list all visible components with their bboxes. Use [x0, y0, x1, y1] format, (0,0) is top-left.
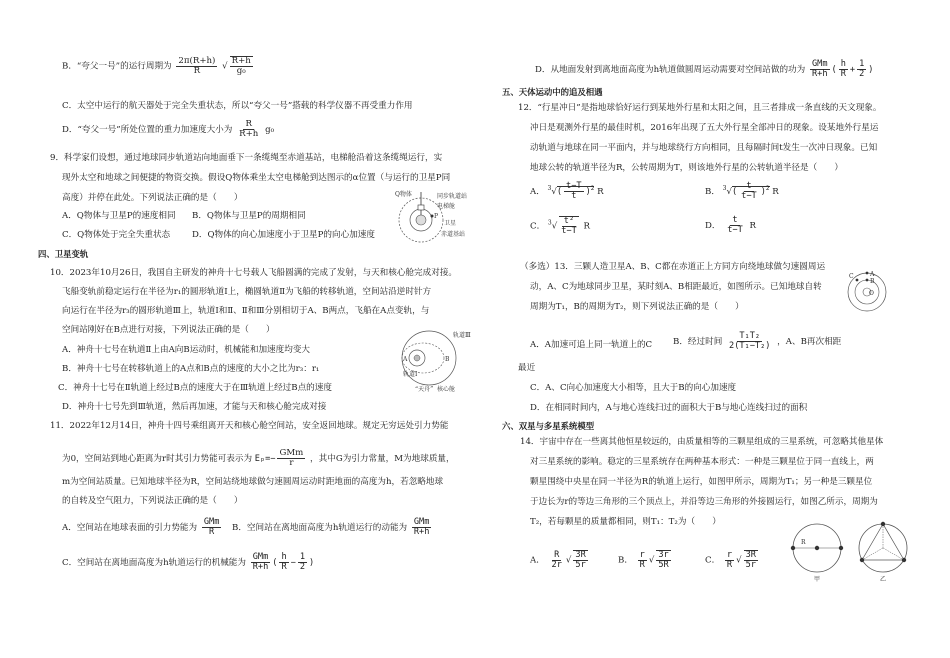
q14-c-num: r: [726, 549, 733, 560]
q11-d-text: D．从地面发射到离地面高度为h轨道做圆周运动需要对空间站做的功为: [535, 65, 806, 76]
q11-line4: 的自转及空气阻力，下列说法正确的是（ ）: [62, 496, 243, 506]
sqrt-icon: √: [648, 555, 655, 566]
sqrt-icon: √: [222, 61, 228, 72]
q12-a-radicand: ( $\frac{t-T}{t}$ )$^2$: [556, 181, 595, 202]
q8-d-suffix: g₀: [265, 125, 275, 136]
q11-d-num: GMm: [811, 59, 828, 69]
q11-c-paren-close: ): [309, 558, 315, 569]
q14-c-label: C．: [705, 555, 721, 566]
q8-b-period-fraction: [176, 57, 217, 76]
q11-a-num: GMm: [203, 517, 220, 527]
q10-line2: 飞船变轨前稳定运行在半径为r₁的圆形轨道Ⅰ上，椭圆轨道Ⅱ为飞船的转移轨道，空间站沿逆时针方: [62, 287, 432, 297]
q14-c-sqrt-fraction: [744, 550, 758, 570]
q11-a-text: A．空间站在地球表面的引力势能为: [62, 523, 198, 534]
q11-c-h-den: R: [281, 562, 287, 573]
q8-d-text: D．“夸父一号”所处位置的重力加速度大小为: [62, 125, 233, 136]
q10-option-c: C．神舟十七号在Ⅱ轨道上经过B点的速度大于在Ⅲ轨道上经过B点的速度: [58, 383, 332, 393]
q8-b-den: R: [193, 65, 201, 76]
q11-ep-label: Eₚ=−: [254, 454, 276, 465]
q9-fig-label-q: Q物体: [395, 191, 412, 198]
q14-c-fraction: [725, 551, 734, 570]
q11-c-h-num: h: [281, 552, 287, 562]
q14-figure-jia: [787, 520, 847, 582]
q12-c-num: t²: [563, 216, 575, 226]
sqrt-icon: √: [565, 555, 572, 566]
q11-d-paren-open: (: [831, 65, 837, 76]
q11-c-text: C．空间站在离地面高度为h轨道运行的机械能为: [62, 558, 246, 569]
q11-option-a: [62, 518, 223, 537]
q14-a-label: A．: [530, 555, 545, 566]
right-column: [475, 0, 950, 658]
q14-b-fraction: [638, 551, 647, 570]
q8-option-b: [62, 56, 255, 76]
q9-option-c: C．Q物体处于完全失重状态: [62, 230, 171, 240]
q12-a-num: t−T: [566, 181, 582, 191]
q11-option-d: [535, 60, 873, 79]
q11-c-half-fraction: [298, 553, 307, 572]
q13-option-b: [673, 332, 841, 351]
q8-b-text: B．“夸父一号”的运行周期为: [62, 61, 172, 72]
q14-fig-label-r: R: [801, 539, 806, 546]
q12-b-fraction: [739, 182, 759, 201]
q9-option-a: A．Q物体与卫星P的速度相同: [62, 211, 176, 221]
q8-b-sqrt-den: g₀: [236, 66, 246, 77]
q14-figure-yi: [853, 520, 913, 582]
q11-ep-num: GMm: [279, 448, 304, 458]
q12-b-den: t−T: [741, 191, 757, 202]
q13-fig-label-c: C: [849, 273, 854, 280]
q11-ep-fraction: [277, 449, 305, 468]
q12-b-radicand: ( $\frac{t}{t-T}$ )$^2$: [731, 181, 770, 202]
q14-line3: 颗星围绕中央星在同一半径为R的轨道上运行，如图甲所示，周期为T₁；另一种是三颗星位: [530, 477, 873, 487]
q11-b-fraction: [412, 518, 432, 537]
q11-d-half-fraction: [857, 60, 866, 79]
q10-line4: 空间站刚好在B点进行对接，下列说法正确的是（ ）: [62, 325, 275, 335]
q12-a-exp: 2: [590, 185, 595, 193]
q11-line3: m为空间站质量。已知地球半径为R，空间站绕地球做匀速圆周运动时距地面的高度为h，若忽略地球: [62, 477, 444, 487]
q11-d-h-fraction: [839, 60, 848, 79]
q11-c-paren-open: (: [272, 558, 278, 569]
q11-c-num: GMm: [252, 552, 269, 562]
q8-option-d: [62, 120, 274, 139]
q12-option-d: [705, 216, 756, 235]
q10-option-d: D．神舟十七号先到Ⅲ轨道，然后再加速，才能与天和核心舱完成对接: [62, 402, 327, 412]
q12-d-label: D．: [705, 221, 721, 232]
q13-fig-label-b: B: [870, 278, 875, 285]
q11-option-b: [232, 518, 433, 537]
q14-line1: 14．宇宙中存在一些离其他恒星较远的，由质量相等的三颗星组成的三星系统，可忽略其他星体: [520, 437, 884, 447]
q8-b-sqrt-fraction: [230, 56, 253, 76]
q9-line3: 高度）并停在此处。下列说法正确的是（ ）: [62, 193, 243, 203]
section-6-heading: 六、双星与多星系统模型: [502, 421, 595, 431]
sqrt-icon: √: [551, 221, 558, 232]
q11-d-h-num: h: [840, 59, 846, 69]
q10-fig-label-b: B: [445, 356, 450, 363]
q9-fig-label-satellite: 卫星: [444, 220, 457, 227]
q11-option-c: [62, 553, 314, 572]
section-4-heading: 四、卫星变轨: [38, 249, 89, 259]
q13-b-num: T₁T₂: [739, 331, 761, 341]
q12-c-root-index: 3: [547, 219, 552, 227]
q12-d-den: t−T: [727, 225, 743, 236]
q13-b-den: 2(T₁−T₂): [729, 341, 771, 352]
q14-line5: T₂，若每颗星的质量都相同，则T₁：T₂为（ ）: [530, 517, 721, 527]
q13-satellite-figure: [847, 270, 889, 316]
section-5-heading: 五、天体运动中的追及相遇: [502, 87, 603, 97]
q14-b-sqrt-fraction: [656, 550, 670, 570]
q14-c-sqrt-num: 3R: [745, 550, 756, 560]
q10-option-b: B．神舟十七号在转移轨道上的A点和B点的速度的大小之比为r₃：r₁: [62, 364, 320, 374]
q14-a-sqrt-den: 5r: [575, 560, 586, 571]
q12-d-fraction: [725, 216, 745, 235]
q12-c-den: t−T: [561, 226, 577, 237]
q14-c-den: R: [726, 559, 733, 570]
q9-fig-label-p: P: [434, 213, 439, 220]
q11-a-fraction: [202, 518, 222, 537]
q12-option-b: [705, 182, 779, 201]
q11-c-fraction: [251, 553, 271, 572]
q10-orbit-figure: [395, 328, 471, 394]
q12-c-r: R: [583, 221, 590, 232]
q11-d-plus: +: [849, 65, 856, 76]
q13-option-a: A．A加速可追上同一轨道上的C: [530, 340, 653, 350]
q10-fig-label-core: 核心舱: [437, 386, 456, 393]
q11-line2-suffix: ，其中G为引力常量，M为地球质量，: [310, 454, 455, 465]
q12-line3: 动轨道与地球在同一平面内，并与地球绕行方向相同，且每隔时间t发生一次冲日现象。已知: [530, 143, 878, 153]
q9-line2: 现外太空和地球之间便捷的物资交换。假设Q物体乘坐太空电梯舱到达图示的α位置（与运行的卫星P同: [62, 173, 451, 183]
q14-fig-label-jia: 甲: [814, 576, 821, 582]
q11-d-half-den: 2: [859, 69, 865, 80]
q12-b-label: B．: [705, 187, 720, 198]
q10-line1: 10．2023年10月26日，我国自主研发的神舟十七号载人飞船圆满的完成了发射，与天和核心舱完成对接。: [50, 268, 458, 278]
q12-a-fraction: [564, 182, 584, 201]
q13-b-suffix: ，A、B再次相距: [777, 337, 842, 348]
q12-a-r: R: [597, 187, 604, 198]
q8-option-c: C．太空中运行的航天器处于完全失重状态，所以“夸父一号”搭载的科学仪器不再受重力作用: [62, 101, 413, 111]
q10-fig-label-tianzhou: “天舟”: [415, 386, 434, 393]
q12-c-label: C．: [530, 221, 546, 232]
q10-fig-label-a: A: [403, 356, 408, 363]
q14-option-b: [618, 550, 673, 570]
q13-line1: （多选）13．三颗人造卫星A、B、C都在赤道正上方同方向绕地球做匀速圆周运: [520, 262, 826, 272]
q13-option-c: C．A、C向心加速度大小相等，且大于B的向心加速度: [530, 383, 737, 393]
q8-d-den: R+h: [239, 129, 259, 140]
q10-fig-label-orbit1: 轨道Ⅰ: [403, 371, 418, 378]
q12-line2: 冲日是观测外行星的最佳时机，2016年出现了五大外行星全部冲日的现象。设某地外行星运: [530, 123, 879, 133]
q11-c-den: R+h: [252, 562, 269, 573]
q12-b-exp: 2: [765, 185, 770, 193]
q11-d-paren-close: ): [868, 65, 874, 76]
q13-option-d: D．在相同时间内，A与地心连线扫过的面积大于B与地心连线扫过的面积: [530, 403, 808, 413]
q14-b-sqrt-num: 3r: [658, 550, 669, 560]
q10-option-a: A．神舟十七号在轨道Ⅱ上由A向B运动时，机械能和加速度均变大: [62, 345, 311, 355]
q14-a-sqrt-fraction: [573, 550, 587, 570]
q13-b-text: B．经过时间: [673, 337, 723, 348]
q12-option-a: [530, 182, 604, 201]
left-column: [0, 0, 470, 658]
q13-fig-label-a: A: [870, 271, 875, 278]
q11-line2-prefix: 为0，空间站到地心距离为r时其引力势能可表示为: [62, 454, 253, 465]
q9-space-elevator-figure: [393, 188, 471, 250]
q14-b-sqrt-den: 5R: [658, 560, 669, 571]
q9-fig-label-capsule: 电梯舱: [437, 203, 456, 210]
q11-d-den: R+h: [811, 69, 828, 80]
q14-a-sqrt-num: 3R: [575, 550, 586, 560]
q12-b-root-index: 3: [722, 185, 727, 193]
q12-a-den: t: [571, 191, 577, 202]
q11-a-den: R: [209, 527, 215, 538]
q8-b-sqrt-num: R+h: [231, 56, 251, 66]
q10-fig-label-orbit3: 轨道Ⅲ: [453, 332, 471, 339]
q11-c-h-fraction: [279, 553, 288, 572]
q13-option-b-continued: 最近: [518, 363, 536, 373]
q12-line1: 12．“行星冲日”是指地球恰好运行到某地外行星和太阳之间，且三者排成一条直线的天文现象。: [518, 103, 882, 113]
q9-line1: 9．科学家们设想，通过地球同步轨道站向地面垂下一条缆绳至赤道基站，电梯舱沿着这条缆绳运行，实: [50, 153, 443, 163]
q12-c-fraction: [559, 216, 579, 236]
q9-option-d: D．Q物体的向心加速度小于卫星P的向心加速度: [192, 230, 375, 240]
q11-b-text: B．空间站在离地面高度为h轨道运行的动能为: [232, 523, 408, 534]
q8-d-fraction: [237, 120, 260, 139]
q14-line2: 对三星系统的影响。稳定的三星系统存在两种基本形式：一种是三颗星位于同一直线上，两: [530, 457, 874, 467]
q11-d-fraction: [810, 60, 830, 79]
q14-b-num: r: [639, 549, 645, 560]
q11-ep-den: r: [289, 458, 294, 469]
q11-b-den: R+h: [413, 527, 430, 538]
q11-line1: 11．2022年12月14日，神舟十四号乘组离开天和核心舱空间站，安全返回地球。规定无穷远处引力势能: [50, 421, 449, 431]
q9-fig-label-station: 同步轨道站: [437, 193, 468, 200]
q14-c-sqrt-den: 5r: [745, 560, 756, 571]
q11-line2: [62, 449, 455, 468]
q14-line4: 于边长为r的等边三角形的三个顶点上，并沿等边三角形的外接圆运行，如图乙所示，周期为: [530, 497, 878, 507]
q11-c-half-num: 1: [299, 552, 306, 562]
q11-c-half-den: 2: [299, 562, 306, 573]
q14-b-label: B．: [618, 555, 633, 566]
q13-b-fraction: [727, 332, 772, 351]
q11-c-minus: −: [290, 558, 296, 569]
q12-b-r: R: [772, 187, 779, 198]
q13-fig-label-o: O: [869, 290, 874, 297]
q14-a-den: 2r: [551, 559, 562, 570]
sqrt-icon: √: [551, 187, 557, 198]
q12-option-c: [530, 216, 590, 236]
q14-b-den: R: [639, 559, 645, 570]
q13-line3: 周期为T₁，B的周期为T₂，则下列说法正确的是（ ）: [530, 302, 744, 312]
q14-fig-label-yi: 乙: [880, 576, 887, 582]
q14-option-c: [705, 550, 760, 570]
q12-a-label: A．: [530, 187, 545, 198]
q10-line3: 向运行在半径为r₃的圆形轨道Ⅲ上，轨道Ⅰ和Ⅱ、Ⅱ和Ⅲ分别相切于A、B两点，飞船在A点变轨，与: [62, 306, 430, 316]
q9-option-b: B．Q物体与卫星P的周期相同: [192, 211, 306, 221]
q14-a-num: R: [554, 549, 560, 560]
q11-b-num: GMm: [413, 517, 430, 527]
q14-a-fraction: [550, 551, 564, 570]
sqrt-icon: √: [726, 187, 732, 198]
q8-d-num: R: [245, 119, 252, 129]
q12-d-r: R: [749, 221, 756, 232]
q11-d-h-den: R: [840, 69, 846, 80]
q9-fig-label-base: 赤道基站: [441, 231, 466, 238]
sqrt-icon: √: [736, 555, 742, 566]
q13-line2: 动，A、C为地球同步卫星，某时刻A、B相距最近，如图所示。已知地球自转: [530, 282, 822, 292]
q11-d-half-num: 1: [859, 59, 865, 69]
q14-option-a: [530, 550, 590, 570]
q8-b-num: 2π(R+h): [178, 55, 216, 66]
q12-b-num: t: [746, 181, 752, 191]
q12-a-root-index: 3: [547, 185, 552, 193]
q12-line4: 地球公转的轨道半径为R，公转周期为T，则该地外行星的公转轨道半径是（ ）: [530, 163, 843, 173]
q12-d-num: t: [732, 215, 738, 225]
